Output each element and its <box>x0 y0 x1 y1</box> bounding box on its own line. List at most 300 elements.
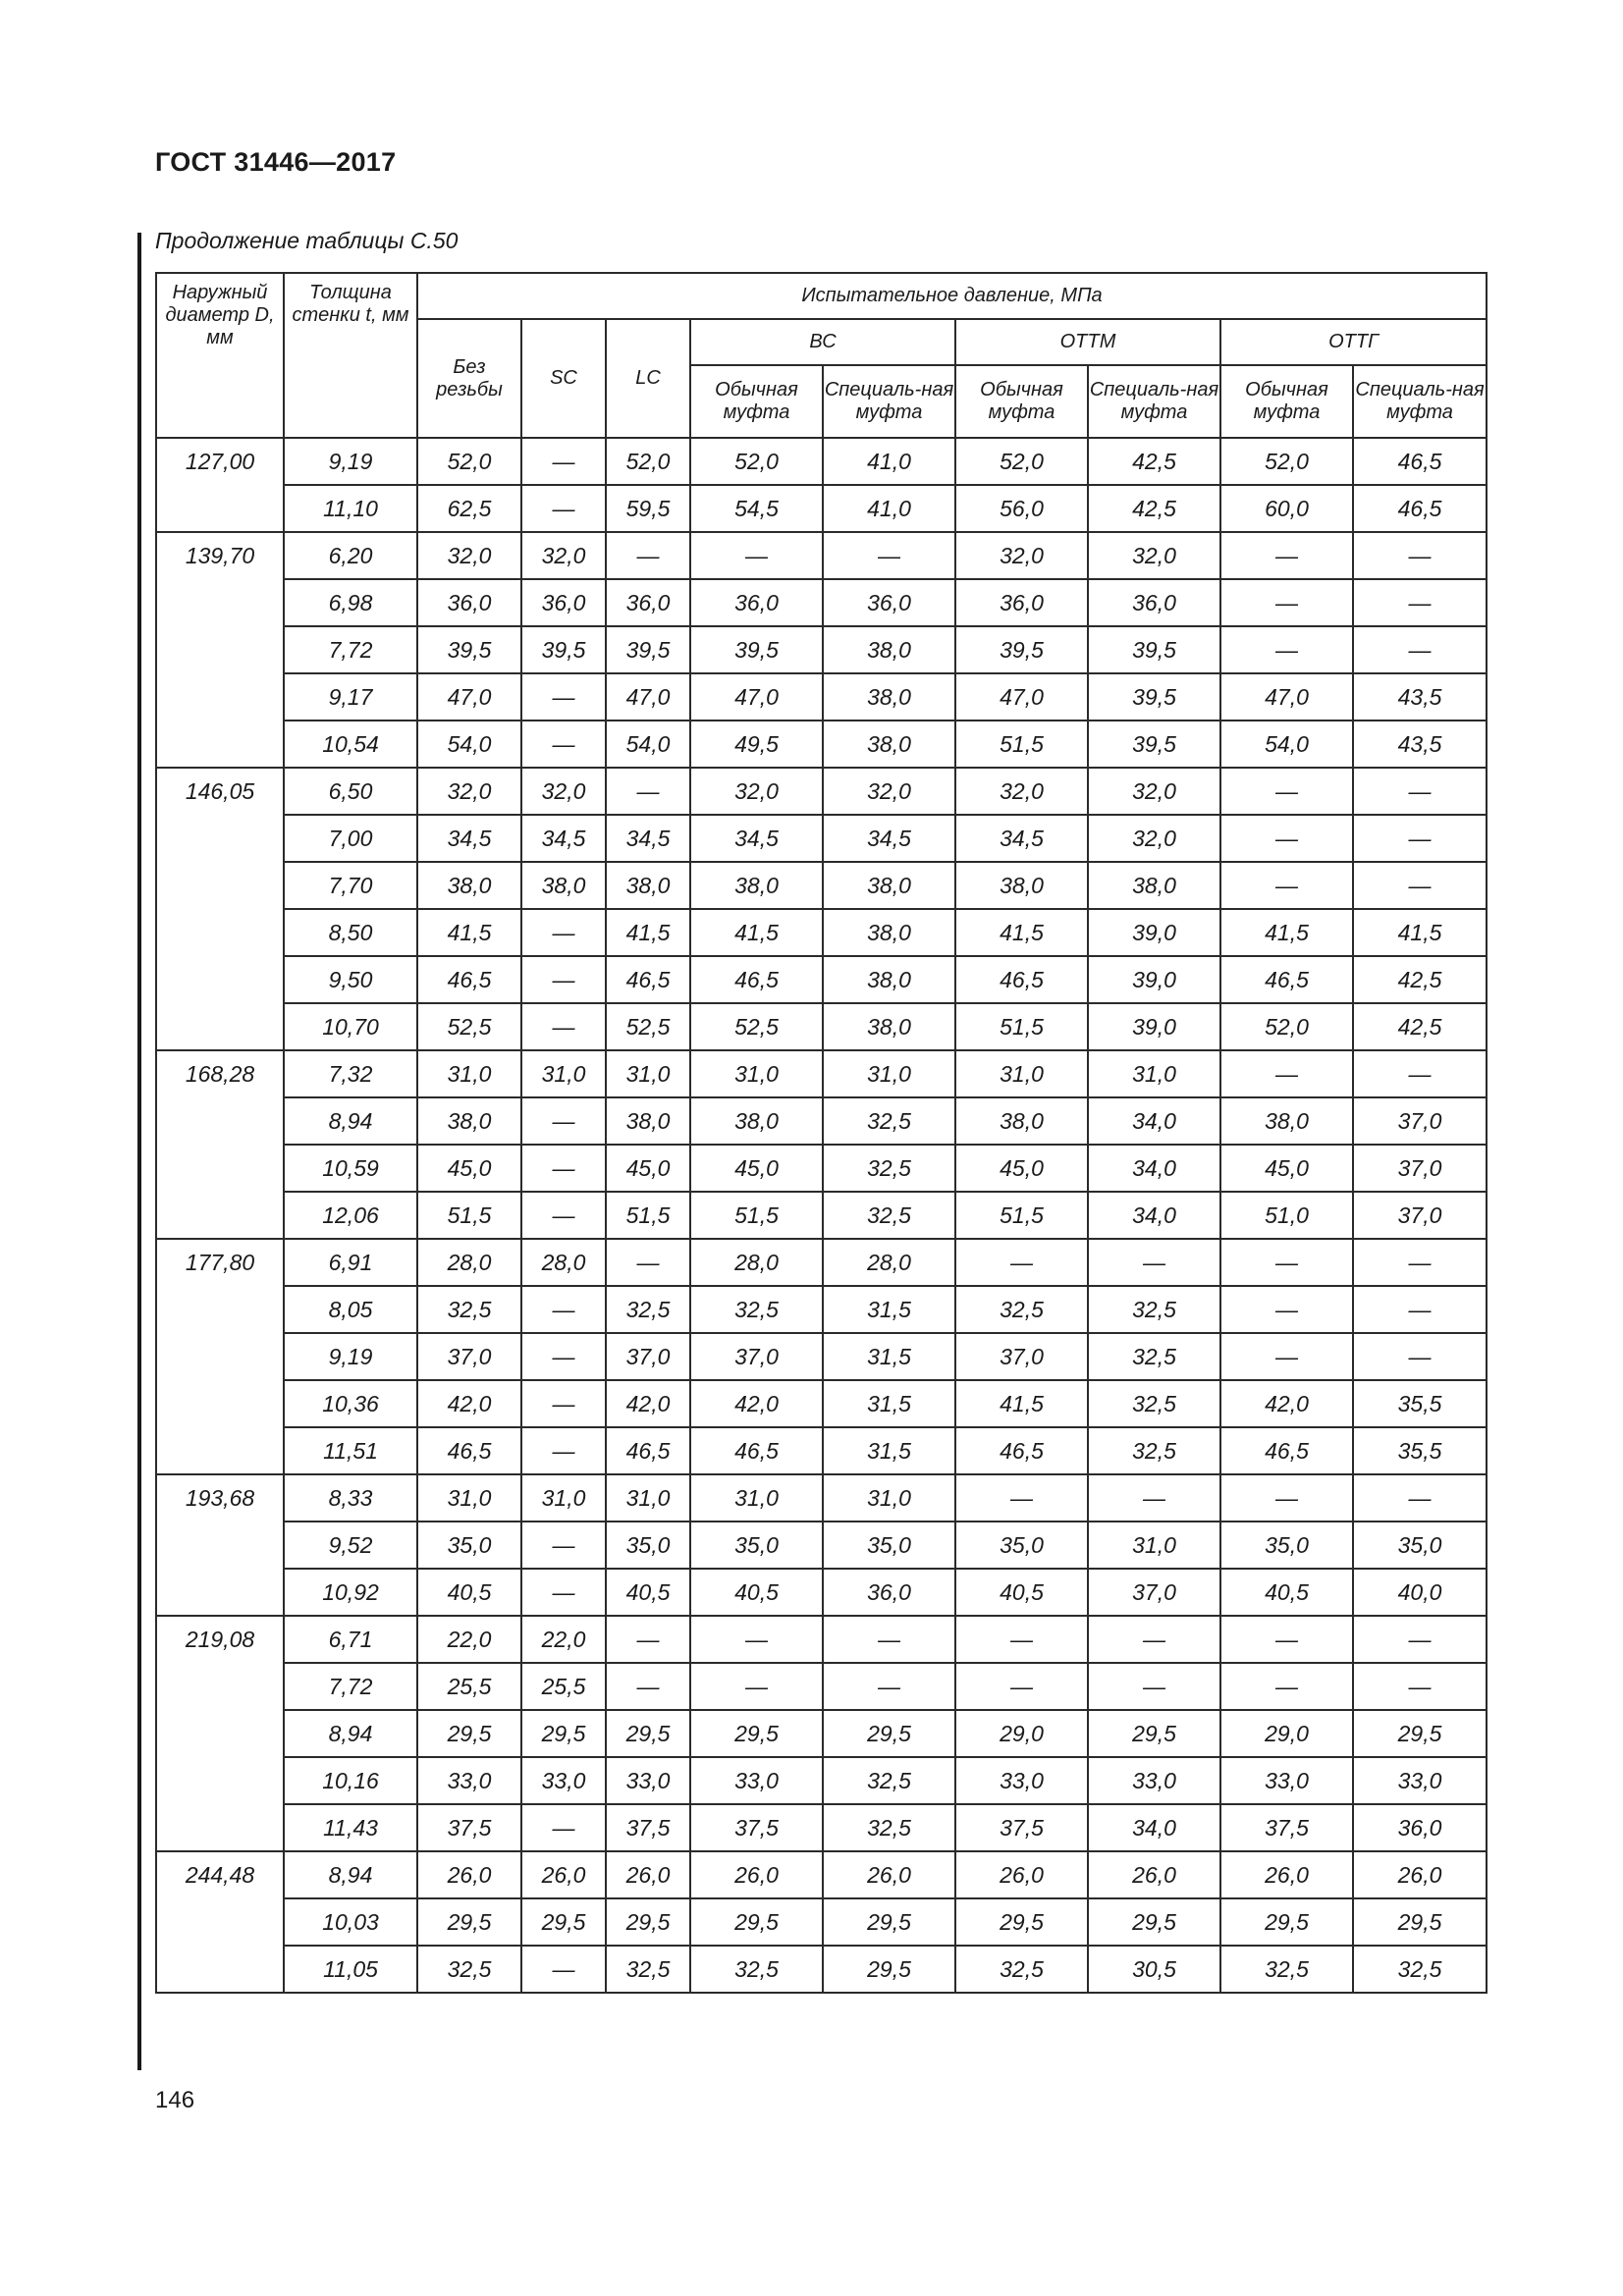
test-pressure-table <box>155 272 1488 1994</box>
pressure-cell: 28,0 <box>690 1239 823 1286</box>
pressure-cell: 41,5 <box>955 1380 1088 1427</box>
table-body <box>156 438 1487 1993</box>
pressure-cell: 52,0 <box>606 438 690 485</box>
pressure-cell: — <box>521 1286 606 1333</box>
pressure-cell: 34,0 <box>1088 1145 1220 1192</box>
pressure-cell: 38,0 <box>521 862 606 909</box>
pressure-cell: — <box>521 1569 606 1616</box>
pressure-cell: 34,5 <box>521 815 606 862</box>
outer-diameter-cell: 219,08 <box>156 1616 284 1851</box>
pressure-cell: — <box>521 1804 606 1851</box>
table-row <box>156 1710 1487 1757</box>
pressure-cell: 42,5 <box>1088 485 1220 532</box>
pressure-cell: — <box>521 1192 606 1239</box>
pressure-cell: 29,5 <box>955 1898 1088 1946</box>
pressure-cell: 40,0 <box>1353 1569 1487 1616</box>
table-row <box>156 626 1487 673</box>
pressure-cell: 32,5 <box>955 1946 1088 1993</box>
pressure-cell: 38,0 <box>823 956 955 1003</box>
pressure-cell: 54,0 <box>606 721 690 768</box>
header-ottm-special: Специаль-ная муфта <box>1088 365 1220 438</box>
table-row <box>156 1427 1487 1474</box>
pressure-cell: 46,5 <box>417 1427 521 1474</box>
pressure-cell: — <box>1088 1474 1220 1522</box>
pressure-cell: 47,0 <box>955 673 1088 721</box>
pressure-cell: 34,5 <box>823 815 955 862</box>
pressure-cell: — <box>1353 532 1487 579</box>
pressure-cell: — <box>606 768 690 815</box>
pressure-cell: — <box>1220 1616 1353 1663</box>
pressure-cell: — <box>606 1616 690 1663</box>
pressure-cell: 31,0 <box>606 1474 690 1522</box>
pressure-cell: 38,0 <box>823 1003 955 1050</box>
wall-thickness-cell: 11,05 <box>284 1946 417 1993</box>
pressure-cell: 31,5 <box>823 1427 955 1474</box>
pressure-cell: 37,0 <box>955 1333 1088 1380</box>
pressure-cell: 42,5 <box>1088 438 1220 485</box>
pressure-cell: 51,5 <box>690 1192 823 1239</box>
table-row <box>156 1003 1487 1050</box>
pressure-cell: 29,5 <box>823 1946 955 1993</box>
wall-thickness-cell: 8,94 <box>284 1710 417 1757</box>
pressure-cell: 35,5 <box>1353 1427 1487 1474</box>
pressure-cell: 33,0 <box>1088 1757 1220 1804</box>
pressure-cell: 26,0 <box>823 1851 955 1898</box>
pressure-cell: 32,0 <box>955 768 1088 815</box>
pressure-cell: 32,0 <box>1088 815 1220 862</box>
pressure-cell: 29,5 <box>1088 1710 1220 1757</box>
header-wall-thickness: Толщина стенки t, мм <box>284 273 417 438</box>
wall-thickness-cell: 8,05 <box>284 1286 417 1333</box>
pressure-cell: 31,0 <box>823 1474 955 1522</box>
pressure-cell: 26,0 <box>606 1851 690 1898</box>
pressure-cell: — <box>690 1616 823 1663</box>
pressure-cell: 32,5 <box>1088 1427 1220 1474</box>
pressure-cell: 34,5 <box>606 815 690 862</box>
pressure-cell: — <box>521 673 606 721</box>
pressure-cell: 42,5 <box>1353 1003 1487 1050</box>
table-row <box>156 956 1487 1003</box>
pressure-cell: 32,5 <box>1088 1380 1220 1427</box>
pressure-cell: — <box>606 532 690 579</box>
table-header <box>156 273 1487 438</box>
header-outer-diameter: Наружный диаметр D, мм <box>156 273 284 438</box>
pressure-cell: — <box>1220 532 1353 579</box>
pressure-cell: 38,0 <box>823 673 955 721</box>
pressure-cell: 32,5 <box>955 1286 1088 1333</box>
pressure-cell: 32,0 <box>1088 768 1220 815</box>
pressure-cell: 39,5 <box>1088 673 1220 721</box>
table-row <box>156 1757 1487 1804</box>
pressure-cell: 39,5 <box>1088 721 1220 768</box>
pressure-cell: — <box>823 1663 955 1710</box>
pressure-cell: 33,0 <box>955 1757 1088 1804</box>
header-bc: ВС <box>690 319 955 365</box>
pressure-cell: 38,0 <box>606 1097 690 1145</box>
pressure-cell: 52,5 <box>690 1003 823 1050</box>
wall-thickness-cell: 7,32 <box>284 1050 417 1097</box>
pressure-cell: 29,5 <box>417 1898 521 1946</box>
pressure-cell: — <box>521 1380 606 1427</box>
pressure-cell: 32,5 <box>606 1286 690 1333</box>
pressure-cell: 45,0 <box>417 1145 521 1192</box>
pressure-cell: 37,0 <box>1353 1145 1487 1192</box>
wall-thickness-cell: 9,50 <box>284 956 417 1003</box>
pressure-cell: 29,5 <box>690 1898 823 1946</box>
pressure-cell: — <box>1353 1050 1487 1097</box>
pressure-cell: 26,0 <box>417 1851 521 1898</box>
wall-thickness-cell: 10,16 <box>284 1757 417 1804</box>
pressure-cell: 46,5 <box>1220 956 1353 1003</box>
pressure-cell: 52,5 <box>417 1003 521 1050</box>
wall-thickness-cell: 8,50 <box>284 909 417 956</box>
pressure-cell: 39,0 <box>1088 1003 1220 1050</box>
pressure-cell: — <box>1220 1050 1353 1097</box>
wall-thickness-cell: 7,72 <box>284 626 417 673</box>
pressure-cell: 33,0 <box>417 1757 521 1804</box>
pressure-cell: 46,5 <box>606 956 690 1003</box>
pressure-cell: — <box>1220 768 1353 815</box>
pressure-cell: 45,0 <box>606 1145 690 1192</box>
pressure-cell: — <box>521 1333 606 1380</box>
pressure-cell: 34,0 <box>1088 1097 1220 1145</box>
header-ottg: ОТТГ <box>1220 319 1487 365</box>
wall-thickness-cell: 8,33 <box>284 1474 417 1522</box>
pressure-cell: 35,0 <box>690 1522 823 1569</box>
pressure-cell: 32,5 <box>823 1097 955 1145</box>
table-row <box>156 1145 1487 1192</box>
table-row <box>156 1569 1487 1616</box>
pressure-cell: 38,0 <box>823 862 955 909</box>
pressure-cell: 46,5 <box>1220 1427 1353 1474</box>
pressure-cell: — <box>1353 579 1487 626</box>
wall-thickness-cell: 10,59 <box>284 1145 417 1192</box>
pressure-cell: 41,5 <box>1353 909 1487 956</box>
outer-diameter-cell: 127,00 <box>156 438 284 532</box>
pressure-cell: 26,0 <box>690 1851 823 1898</box>
pressure-cell: 29,0 <box>955 1710 1088 1757</box>
table-row <box>156 579 1487 626</box>
outer-diameter-cell: 193,68 <box>156 1474 284 1616</box>
pressure-cell: — <box>955 1239 1088 1286</box>
table-row <box>156 673 1487 721</box>
pressure-cell: — <box>606 1663 690 1710</box>
wall-thickness-cell: 11,43 <box>284 1804 417 1851</box>
wall-thickness-cell: 9,19 <box>284 1333 417 1380</box>
pressure-cell: 32,0 <box>690 768 823 815</box>
pressure-cell: 35,5 <box>1353 1380 1487 1427</box>
outer-diameter-cell: 139,70 <box>156 532 284 768</box>
pressure-cell: — <box>521 1427 606 1474</box>
pressure-cell: 32,5 <box>417 1286 521 1333</box>
pressure-cell: — <box>1353 862 1487 909</box>
pressure-cell: 34,5 <box>690 815 823 862</box>
pressure-cell: 37,0 <box>606 1333 690 1380</box>
pressure-cell: 38,0 <box>823 626 955 673</box>
pressure-cell: 36,0 <box>606 579 690 626</box>
pressure-cell: 38,0 <box>417 862 521 909</box>
pressure-cell: 39,0 <box>1088 956 1220 1003</box>
pressure-cell: 37,5 <box>955 1804 1088 1851</box>
pressure-cell: 46,5 <box>1353 438 1487 485</box>
pressure-cell: 46,5 <box>955 1427 1088 1474</box>
pressure-cell: — <box>1220 579 1353 626</box>
pressure-cell: 46,5 <box>606 1427 690 1474</box>
table-row <box>156 1616 1487 1663</box>
pressure-cell: — <box>1220 1333 1353 1380</box>
pressure-cell: 32,5 <box>1353 1946 1487 1993</box>
pressure-cell: 41,5 <box>417 909 521 956</box>
pressure-cell: 34,5 <box>417 815 521 862</box>
pressure-cell: 37,5 <box>1220 1804 1353 1851</box>
document-title: ГОСТ 31446—2017 <box>155 147 397 177</box>
pressure-cell: 32,5 <box>606 1946 690 1993</box>
table-row <box>156 815 1487 862</box>
pressure-cell: 29,5 <box>1353 1710 1487 1757</box>
pressure-cell: 28,0 <box>823 1239 955 1286</box>
wall-thickness-cell: 11,51 <box>284 1427 417 1474</box>
wall-thickness-cell: 6,50 <box>284 768 417 815</box>
pressure-cell: 29,5 <box>1220 1898 1353 1946</box>
pressure-cell: 25,5 <box>521 1663 606 1710</box>
pressure-cell: — <box>1353 1333 1487 1380</box>
pressure-cell: — <box>1353 1663 1487 1710</box>
pressure-cell: 46,5 <box>955 956 1088 1003</box>
pressure-cell: 37,5 <box>417 1804 521 1851</box>
table-row <box>156 485 1487 532</box>
table-row <box>156 532 1487 579</box>
pressure-cell: 52,0 <box>1220 438 1353 485</box>
pressure-cell: 35,0 <box>1353 1522 1487 1569</box>
pressure-cell: 32,0 <box>1088 532 1220 579</box>
table-row <box>156 1474 1487 1522</box>
pressure-cell: 34,0 <box>1088 1192 1220 1239</box>
pressure-cell: 41,5 <box>955 909 1088 956</box>
pressure-cell: 32,5 <box>823 1757 955 1804</box>
pressure-cell: 33,0 <box>1353 1757 1487 1804</box>
pressure-cell: 32,0 <box>955 532 1088 579</box>
pressure-cell: 56,0 <box>955 485 1088 532</box>
wall-thickness-cell: 6,91 <box>284 1239 417 1286</box>
pressure-cell: 28,0 <box>417 1239 521 1286</box>
wall-thickness-cell: 9,52 <box>284 1522 417 1569</box>
pressure-cell: 41,0 <box>823 438 955 485</box>
pressure-cell: 22,0 <box>521 1616 606 1663</box>
header-lc: LC <box>606 319 690 438</box>
table-row <box>156 1380 1487 1427</box>
pressure-cell: — <box>823 532 955 579</box>
outer-diameter-cell: 168,28 <box>156 1050 284 1239</box>
pressure-cell: 31,0 <box>417 1050 521 1097</box>
wall-thickness-cell: 10,54 <box>284 721 417 768</box>
pressure-cell: 34,5 <box>955 815 1088 862</box>
pressure-cell: 37,0 <box>1088 1569 1220 1616</box>
pressure-cell: 33,0 <box>690 1757 823 1804</box>
pressure-cell: 59,5 <box>606 485 690 532</box>
header-no-thread: Без резьбы <box>417 319 521 438</box>
pressure-cell: 35,0 <box>417 1522 521 1569</box>
pressure-cell: — <box>521 1946 606 1993</box>
pressure-cell: — <box>1220 626 1353 673</box>
table-row <box>156 721 1487 768</box>
pressure-cell: 52,0 <box>690 438 823 485</box>
pressure-cell: 31,0 <box>690 1474 823 1522</box>
page-number: 146 <box>155 2087 195 2113</box>
pressure-cell: 31,0 <box>606 1050 690 1097</box>
pressure-cell: 32,5 <box>1088 1286 1220 1333</box>
wall-thickness-cell: 10,36 <box>284 1380 417 1427</box>
pressure-cell: 52,5 <box>606 1003 690 1050</box>
table-row <box>156 1946 1487 1993</box>
header-sc: SC <box>521 319 606 438</box>
pressure-cell: 46,5 <box>1353 485 1487 532</box>
table-row <box>156 1663 1487 1710</box>
pressure-cell: 51,5 <box>955 721 1088 768</box>
pressure-cell: 51,5 <box>417 1192 521 1239</box>
pressure-cell: 26,0 <box>1220 1851 1353 1898</box>
pressure-cell: 38,0 <box>955 1097 1088 1145</box>
pressure-cell: 39,5 <box>417 626 521 673</box>
pressure-cell: 42,0 <box>606 1380 690 1427</box>
pressure-cell: — <box>1220 815 1353 862</box>
pressure-cell: 35,0 <box>823 1522 955 1569</box>
pressure-cell: 32,5 <box>1220 1946 1353 1993</box>
pressure-cell: 35,0 <box>1220 1522 1353 1569</box>
pressure-cell: 26,0 <box>521 1851 606 1898</box>
pressure-cell: 52,0 <box>417 438 521 485</box>
pressure-cell: 29,5 <box>521 1710 606 1757</box>
table-row <box>156 909 1487 956</box>
wall-thickness-cell: 9,19 <box>284 438 417 485</box>
pressure-cell: 30,5 <box>1088 1946 1220 1993</box>
pressure-cell: 45,0 <box>690 1145 823 1192</box>
pressure-cell: 37,0 <box>690 1333 823 1380</box>
change-margin-bar <box>137 233 141 2070</box>
pressure-cell: 41,0 <box>823 485 955 532</box>
pressure-cell: 40,5 <box>417 1569 521 1616</box>
pressure-cell: 40,5 <box>955 1569 1088 1616</box>
pressure-cell: — <box>1088 1239 1220 1286</box>
table-row <box>156 1050 1487 1097</box>
pressure-cell: 49,5 <box>690 721 823 768</box>
pressure-cell: 34,0 <box>1088 1804 1220 1851</box>
pressure-cell: 29,5 <box>606 1710 690 1757</box>
pressure-cell: 32,5 <box>823 1145 955 1192</box>
wall-thickness-cell: 7,70 <box>284 862 417 909</box>
pressure-cell: 42,0 <box>1220 1380 1353 1427</box>
pressure-cell: 46,5 <box>690 956 823 1003</box>
pressure-cell: — <box>1220 1239 1353 1286</box>
wall-thickness-cell: 11,10 <box>284 485 417 532</box>
pressure-cell: 33,0 <box>1220 1757 1353 1804</box>
pressure-cell: 38,0 <box>823 909 955 956</box>
table-row <box>156 1851 1487 1898</box>
pressure-cell: 37,0 <box>1353 1097 1487 1145</box>
pressure-cell: — <box>1088 1663 1220 1710</box>
pressure-cell: — <box>1353 768 1487 815</box>
header-ottg-special: Специаль-ная муфта <box>1353 365 1487 438</box>
outer-diameter-cell: 177,80 <box>156 1239 284 1474</box>
header-ottm-regular: Обычная муфта <box>955 365 1088 438</box>
pressure-cell: 29,5 <box>823 1710 955 1757</box>
table-row <box>156 438 1487 485</box>
table-row <box>156 1192 1487 1239</box>
pressure-cell: 54,0 <box>417 721 521 768</box>
pressure-cell: 31,0 <box>823 1050 955 1097</box>
pressure-cell: 35,0 <box>606 1522 690 1569</box>
pressure-cell: 51,0 <box>1220 1192 1353 1239</box>
pressure-cell: 35,0 <box>955 1522 1088 1569</box>
pressure-cell: — <box>606 1239 690 1286</box>
pressure-cell: 45,0 <box>1220 1145 1353 1192</box>
pressure-cell: 47,0 <box>417 673 521 721</box>
pressure-cell: 39,5 <box>606 626 690 673</box>
header-bc-regular: Обычная муфта <box>690 365 823 438</box>
pressure-cell: 62,5 <box>417 485 521 532</box>
pressure-cell: — <box>521 956 606 1003</box>
pressure-cell: 36,0 <box>417 579 521 626</box>
pressure-cell: 51,5 <box>606 1192 690 1239</box>
table-row <box>156 862 1487 909</box>
header-ottg-regular: Обычная муфта <box>1220 365 1353 438</box>
header-test-pressure: Испытательное давление, МПа <box>417 273 1487 319</box>
pressure-cell: 33,0 <box>606 1757 690 1804</box>
pressure-cell: — <box>955 1663 1088 1710</box>
pressure-cell: 42,0 <box>690 1380 823 1427</box>
wall-thickness-cell: 9,17 <box>284 673 417 721</box>
pressure-cell: 52,0 <box>955 438 1088 485</box>
pressure-cell: 39,5 <box>690 626 823 673</box>
pressure-cell: — <box>1088 1616 1220 1663</box>
pressure-cell: 31,0 <box>417 1474 521 1522</box>
header-ottm: ОТТМ <box>955 319 1220 365</box>
pressure-cell: 54,0 <box>1220 721 1353 768</box>
pressure-cell: — <box>521 1097 606 1145</box>
pressure-cell: 31,5 <box>823 1380 955 1427</box>
pressure-cell: 33,0 <box>521 1757 606 1804</box>
pressure-cell: 32,5 <box>690 1946 823 1993</box>
pressure-cell: — <box>1353 1286 1487 1333</box>
pressure-cell: 31,0 <box>955 1050 1088 1097</box>
pressure-cell: — <box>955 1474 1088 1522</box>
pressure-cell: 32,0 <box>521 768 606 815</box>
pressure-cell: 25,5 <box>417 1663 521 1710</box>
pressure-cell: 38,0 <box>1220 1097 1353 1145</box>
pressure-cell: 41,5 <box>690 909 823 956</box>
outer-diameter-cell: 146,05 <box>156 768 284 1050</box>
wall-thickness-cell: 10,92 <box>284 1569 417 1616</box>
wall-thickness-cell: 10,03 <box>284 1898 417 1946</box>
table-caption: Продолжение таблицы С.50 <box>155 228 459 253</box>
pressure-cell: 38,0 <box>606 862 690 909</box>
pressure-cell: 38,0 <box>1088 862 1220 909</box>
pressure-cell: 45,0 <box>955 1145 1088 1192</box>
pressure-cell: 38,0 <box>690 1097 823 1145</box>
pressure-cell: 36,0 <box>521 579 606 626</box>
wall-thickness-cell: 10,70 <box>284 1003 417 1050</box>
wall-thickness-cell: 6,71 <box>284 1616 417 1663</box>
pressure-cell: — <box>1353 1616 1487 1663</box>
pressure-cell: — <box>690 1663 823 1710</box>
pressure-cell: 43,5 <box>1353 721 1487 768</box>
pressure-cell: 32,5 <box>690 1286 823 1333</box>
wall-thickness-cell: 8,94 <box>284 1851 417 1898</box>
pressure-cell: 40,5 <box>690 1569 823 1616</box>
pressure-cell: — <box>1353 815 1487 862</box>
pressure-cell: 51,5 <box>955 1192 1088 1239</box>
pressure-cell: 32,5 <box>417 1946 521 1993</box>
pressure-cell: 47,0 <box>606 673 690 721</box>
